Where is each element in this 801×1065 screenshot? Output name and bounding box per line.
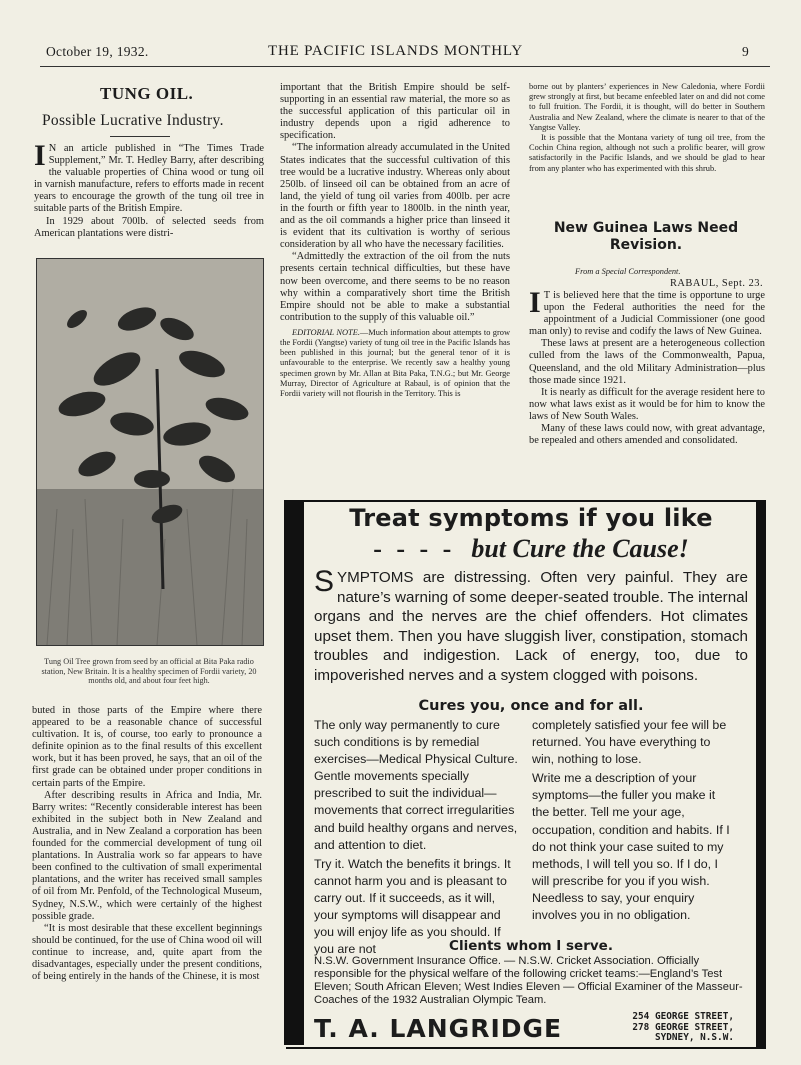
- ad-address: [606, 1012, 734, 1044]
- ad-lead-cap: S: [314, 565, 335, 598]
- header-rule: [40, 66, 770, 67]
- tung-col3-p1: borne out by planters’ experiences in New Caledonia, where Fordii grew strongly at first, but became enfeebled later on and did not come to full fruition. The Fordii, it is thought, will do better in Southern Australia and New Zealand, where the climate is nearer to that of the Yangtse Valley.: [529, 82, 765, 132]
- ad-address-line-2: 278 GEORGE STREET,: [632, 1021, 734, 1033]
- guinea-p4: Many of these laws could now, with great advantage, be repealed and others amended and consolidated.: [529, 423, 765, 447]
- guinea-p2: These laws at present are a heterogeneous collection culled from the laws of the Commonwealth, Papua, Queensland, and the old Military Administration—plus those made since 1921.: [529, 338, 765, 386]
- editorial-note: —Much information about attempts to grow the Fordii (Yangtse) variety of tung oil tree in the Pacific Islands has been published in this journal; but the general tenor of it is unfavourable to the enterprise. We recently saw a healthy young specimen grown by Mr. Allan at Bita Paka, T.N.G.; but Mr. George Murray, Director of Agriculture at Rabaul, is of opinion that the Fordii variety will not flourish in the Territory. This is: [280, 327, 510, 399]
- tung-col2-p3: “Admittedly the extraction of the oil from the nuts presents certain technical difficulties, but these have now been overcome, and there seems to be no reason why within a comparatively short time the British Empire should not be able to make a substantial contribution to the supply of this valuable oil.”: [280, 251, 510, 323]
- tung-headline: TUNG OIL.: [100, 84, 194, 103]
- ad-right-p2: Write me a description of your symptoms—the fuller you make it the better. Tell me your age, occupation, condition and habits. If I do not think your case suited to my methods, I will tell you so. If I do, I will prescribe for you if you wish. Needless to say, your enquiry involves you in no obligation.: [532, 771, 730, 923]
- ad-lead-text: YMPTOMS are distressing. Often very painful. They are nature’s warning of some deeper-seated trouble. The internal organs and the nerves are the chief offenders. Hot climates upset them. Then you have sluggish liver, constipation, stomach troubles and indigestion. Lack of energy, too, due to impoverished nerves and a system clogged with poisons.: [314, 569, 748, 684]
- tung-tree-illustration: [37, 259, 263, 645]
- tung-col2: [280, 82, 510, 399]
- tung-subhead: Possible Lucrative Industry.: [42, 112, 224, 129]
- tung-p2: In 1929 about 700lb. of selected seeds from American plantations were distri-: [34, 215, 264, 239]
- ad-title: Treat symptoms if you like: [349, 504, 713, 532]
- tung-col1-p3: “It is most desirable that these excellent beginnings should be continued, for the use of China wood oil will continue to increase, and, quite apart from the disadvantages, especially under the present conditions, of being entirely in the hands of the Chinese, it is most: [32, 922, 262, 983]
- publication-title: THE PACIFIC ISLANDS MONTHLY: [268, 43, 523, 59]
- guinea-dateline: RABAUL, Sept. 23.: [670, 278, 764, 289]
- tung-col3: [529, 82, 765, 174]
- ad-lead: [314, 565, 748, 685]
- tung-photo-caption: Tung Oil Tree grown from seed by an official at Bita Paka radio station, New Britain. It is a healthy specimen of Fordii variety, 20 months old, and about four feet high.: [41, 657, 257, 686]
- ad-clients: N.S.W. Government Insurance Office. — N.S.W. Cricket Association. Officially responsible for the physical welfare of the following cricket teams:—England’s Test Eleven; South African Eleven; West Indies Eleven — Official Examiner of the Masseur-Coaches of the 1932 Australian Olympic Team.: [314, 955, 743, 1006]
- tung-col3-p2: It is possible that the Montana variety of tung oil tree, from the Cochin China region, although not such a prolific bearer, will grow satisfactorily in the Pacific Islands, and we should be glad to hear from any planter who has experimented with this shrub.: [529, 133, 765, 173]
- ad-left-p1: The only way permanently to cure such conditions is by remedial exercises—Medical Physical Culture. Gentle movements specially prescribed to suit the individual—movements that correct irregularities and build healthy organs and nerves, and attention to diet.: [314, 718, 518, 852]
- ad-address-line-1: 254 GEORGE STREET,: [632, 1011, 734, 1022]
- tung-intro-block: [34, 139, 264, 240]
- tung-col1-p2: After describing results in Africa and India, Mr. Barry writes: “Recently considerable interest has been exhibited in the subject both in New Zealand and Australia, and in New Zealand a corporation has been founded for the commercial development of tung oil plantations. In Australia work so far appears to have been confined to the cultivation of small experimental plantations, and the writer has received small samples of oil from Mr. Penfold, of the Technological Museum, Sydney, N.S.W., which were certainly of the highest possible grade.: [32, 789, 262, 922]
- tung-col2-p1: important that the British Empire should be self-supporting in an essential raw material, the more so as the successful application of this particular oil in industry depends upon a rigid adherence to specification.: [280, 82, 510, 142]
- tung-intro: N an article published in “The Times Trade Supplement,” Mr. T. Hedley Barry, after describing the valuable properties of China wood or tung oil in varnish manufacture, refers to efforts made in recent years to encourage the growth of the tung oil tree in suitable parts of the British Empire.: [34, 143, 264, 215]
- ad-name: T. A. LANGRIDGE: [314, 1014, 563, 1043]
- tung-dropcap: I: [34, 139, 46, 172]
- editorial-note-label: EDITORIAL NOTE.: [292, 327, 360, 337]
- ad-clients-heading: Clients whom I serve.: [449, 938, 613, 954]
- page-number: 9: [742, 44, 750, 59]
- ad-left-column: [314, 717, 519, 960]
- langridge-advertisement: [286, 500, 766, 1049]
- ad-subtitle-dashes: - - - -: [373, 534, 456, 563]
- ad-right-bar: [756, 500, 766, 1049]
- guinea-headline: New Guinea Laws Need Revision.: [553, 220, 739, 253]
- ad-address-line-3: SYDNEY, N.S.W.: [654, 1032, 734, 1043]
- tung-col1-cont-text: buted in those parts of the Empire where there appeared to be a reasonable chance of successful cultivation. It is, of course, too early to pronounce a definite opinion as to the final results of this excellent work, but it has been proved, he says, that an oil of the first grade can be obtained under proper conditions in certain parts of the Empire.: [32, 705, 262, 789]
- issue-date: October 19, 1932.: [46, 44, 149, 59]
- guinea-p3: It is nearly as difficult for the average resident here to now what laws exist as it would be for him to know the laws of New South Wales.: [529, 386, 765, 422]
- guinea-body: [529, 286, 765, 447]
- ad-left-bar: [284, 500, 304, 1045]
- tung-divider: [110, 136, 170, 137]
- tung-col1-cont: [32, 705, 262, 983]
- ad-subtitle: but Cure the Cause!: [471, 534, 689, 563]
- ad-cures-heading: Cures you, once and for all.: [418, 698, 644, 714]
- guinea-p1: T is believed here that the time is opportune to urge upon the Federal authorities the need for the appointment of a Judicial Commissioner (one good man only) to revise and codify the laws of New Guinea.: [529, 290, 765, 338]
- guinea-dropcap: I: [529, 286, 541, 319]
- ad-right-column: [532, 717, 734, 926]
- ad-right-p1: completely satisfied your fee will be returned. You have everything to win, nothing to lose.: [532, 718, 727, 767]
- ad-left-p2: Try it. Watch the benefits it brings. It cannot harm you and is pleasant to carry out. If it succeeds, as it will, your symptoms will disappear and you will enjoy life as you should. If you are not: [314, 856, 511, 957]
- guinea-byline: From a Special Correspondent.: [575, 267, 681, 276]
- tung-col2-p2: “The information already accumulated in the United States indicates that the successful cultivation of this tree would be a lucrative industry. Whereas only about 250lb. of linseed oil can be obtained from an acre of land, the yield of tung oil varies from 400lb. per acre in the fourth or fifth year to 1800lb. in the ninth year, and as the oil commands a higher price than linseed it is evident that its cultivation is worthy of serious consideration by all who have the necessary facilities.: [280, 142, 510, 251]
- tung-tree-photo: [36, 258, 264, 646]
